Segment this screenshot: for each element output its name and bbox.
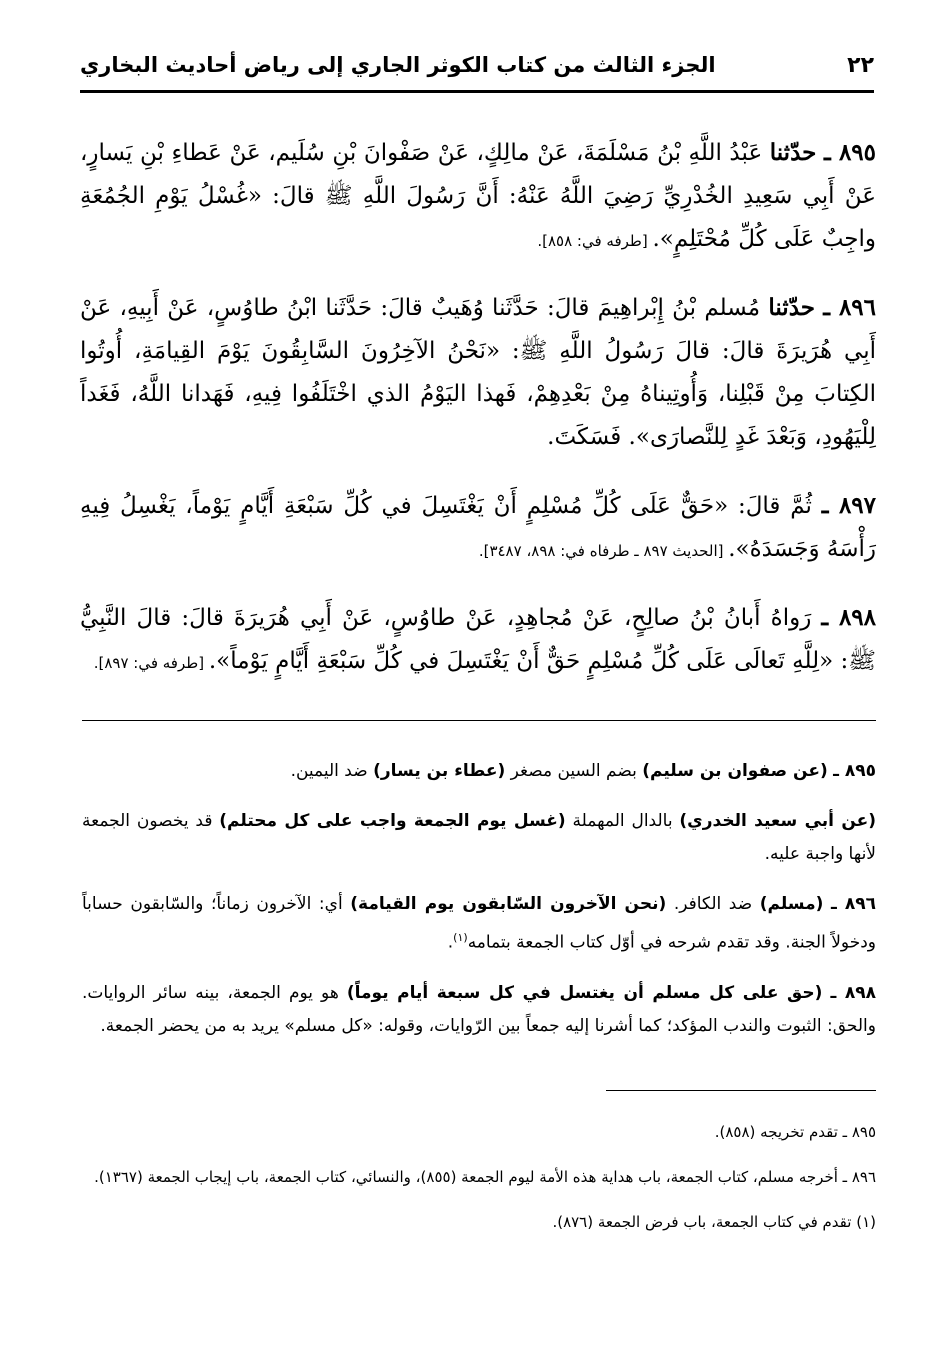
note-text: ضد اليمين. [290, 761, 374, 781]
quoted-phrase: (عن أبي سعيد الخدري) [679, 811, 877, 831]
footnote-896 [82, 1162, 876, 1192]
footnote-marker: (١) [453, 931, 468, 944]
note-number: ٨٩٦ ـ [830, 894, 876, 914]
hadith-896 [80, 286, 876, 461]
quoted-phrase: (غسل يوم الجمعة واجب على كل محتلم) [219, 811, 566, 831]
footnote-divider [606, 1090, 876, 1091]
running-header [80, 44, 874, 86]
hadith-body: رَواهُ أَبانُ بْنُ صالِحٍ، عَنْ مُجاهِدٍ، عَنْ طاوُسٍ، عَنْ أَبِي هُرَيرَةَ قالَ: قالَ النَّبِيُّ ﷺ: «لِلَّهِ تَعالَى عَلَى كُلِّ مُسْلِمٍ حَقٌّ أَنْ يَغْتَسِلَ في كُلِّ سَبْعَةِ أَيَّامٍ يَوْماً». [80, 605, 876, 674]
note-text: بضم السين مصغر [505, 761, 643, 781]
hadith-lead: حدّثنا [768, 294, 815, 321]
hadith-number: ٨٩٥ ـ [823, 139, 876, 166]
page-number: ٢٢ [847, 52, 874, 78]
footnote-text: أخرجه مسلم، كتاب الجمعة، باب هداية هذه الأمة ليوم الجمعة (٨٥٥)، والنسائي، كتاب الجمعة، باب إيجاب الجمعة (١٣٦٧). [94, 1168, 843, 1186]
commentary-divider [82, 720, 876, 721]
note-text: بالدال المهملة [565, 811, 680, 831]
footnote-895 [82, 1117, 876, 1147]
hadith-reference: [طرفه في: ٨٩٧]. [93, 654, 209, 672]
hadith-reference: [طرفه في: ٨٥٨]. [537, 232, 653, 250]
hadith-897 [80, 484, 876, 573]
header-rule [80, 90, 874, 93]
note-number: ٨٩٨ ـ [830, 982, 877, 1003]
commentary-895 [82, 755, 876, 788]
commentary-896 [82, 888, 876, 960]
footnote-number: (١) [856, 1213, 876, 1231]
quoted-phrase: (عطاء بن يسار) [373, 761, 506, 781]
footnote-number: ٨٩٥ ـ [842, 1123, 876, 1141]
quoted-phrase: (نحن الآخرون السّابقون يوم القيامة) [350, 894, 667, 914]
note-text: أي: الآخرون زماناً؛ والسّابقون حساباً ودخولاً الجنة. وقد تقدم شرحه في أوّل كتاب الجمعة بتمامه [82, 894, 876, 953]
quoted-phrase: (مسلم) [759, 894, 824, 914]
quoted-phrase: (عن صفوان بن سليم) [642, 761, 828, 781]
hadith-body: عَبْدُ اللَّهِ بْنُ مَسْلَمَةَ، عَنْ مالِكٍ، عَنْ صَفْوانَ بْنِ سُلَيم، عَنْ عَطاءِ بْنِ يَسارٍ، عَنْ أَبِي سَعِيدِ الخُدْرِيِّ رَضِيَ اللَّهُ عَنْهُ: أَنَّ رَسُولَ اللَّهِ ﷺ قالَ: «غُسْلُ يَوْمِ الجُمُعَةِ واجِبٌ عَلَى كُلِّ مُحْتَلِمٍ». [80, 140, 876, 252]
note-text: . [447, 932, 454, 953]
footnote-text: تقدم تخريجه (٨٥٨). [714, 1123, 843, 1141]
hadith-number: ٨٩٨ ـ [821, 604, 877, 631]
footnote-text: تقدم في كتاب الجمعة، باب فرض الجمعة (٨٧٦). [552, 1213, 857, 1231]
hadith-body: مُسلم بْنُ إِبْراهِيمَ قالَ: حَدَّثَنا وُهَيبٌ قالَ: حَدَّثَنا ابْنُ طاوُسٍ، عَنْ أَبِيهِ، عَنْ أَبِي هُرَيرَةَ قالَ: قالَ رَسُولُ اللَّهِ ﷺ: «نَحْنُ الآخِرُونَ السَّابِقُونَ يَوْمَ القِيامَةِ، أُوتُوا الكِتابَ مِنْ قَبْلِنا، وَأُوتِيناهُ مِنْ بَعْدِهِمْ، فَهذا اليَوْمُ الذي اخْتَلَفُوا فِيهِ، فَهَدانا اللَّهُ، فَغَداً لِلْيَهُودِ، وَبَعْدَ غَدٍ لِلنَّصارَى». فَسَكَتَ. [80, 295, 876, 450]
hadith-text-section [80, 108, 876, 691]
footnote-1 [82, 1207, 876, 1237]
note-text: ضد الكافر. [666, 894, 760, 914]
hadith-898 [80, 596, 876, 685]
hadith-lead: حدّثنا [769, 139, 817, 166]
commentary-895-continued [82, 805, 876, 871]
running-title: الجزء الثالث من كتاب الكوثر الجاري إلى رياض أحاديث البخاري [80, 53, 716, 77]
hadith-body: ثُمَّ قالَ: «حَقٌّ عَلَى كُلِّ مُسْلِمٍ أَنْ يَغْتَسِلَ في كُلِّ سَبْعَةِ أَيَّامٍ يَوْماً، يَغْسِلُ فِيهِ رَأْسَهُ وَجَسَدَهُ». [80, 493, 876, 562]
note-number: ٨٩٥ ـ [833, 761, 876, 781]
hadith-reference: [الحديث ٨٩٧ ـ طرفاه في: ٨٩٨، ٣٤٨٧]. [478, 542, 729, 560]
commentary-section [82, 738, 876, 1055]
commentary-898 [82, 977, 876, 1043]
footnotes-section [82, 1102, 876, 1241]
footnote-number: ٨٩٦ ـ [842, 1168, 876, 1186]
hadith-number: ٨٩٦ ـ [823, 294, 876, 321]
note-text: هو يوم الجمعة، بينه سائر الروايات. والحق: الثبوت والندب المؤكد؛ كما أشرنا إليه جمعاً بين الرّوايات، وقوله: «كل مسلم» يريد به من يحضر الجمعة. [82, 982, 876, 1036]
hadith-895 [80, 131, 876, 263]
quoted-phrase: (حق على كل مسلم أن يغتسل في كل سبعة أيام يوماً) [346, 982, 823, 1003]
note-text: قد يخصون الجمعة لأنها واجبة عليه. [82, 811, 876, 864]
hadith-number: ٨٩٧ ـ [821, 492, 877, 519]
